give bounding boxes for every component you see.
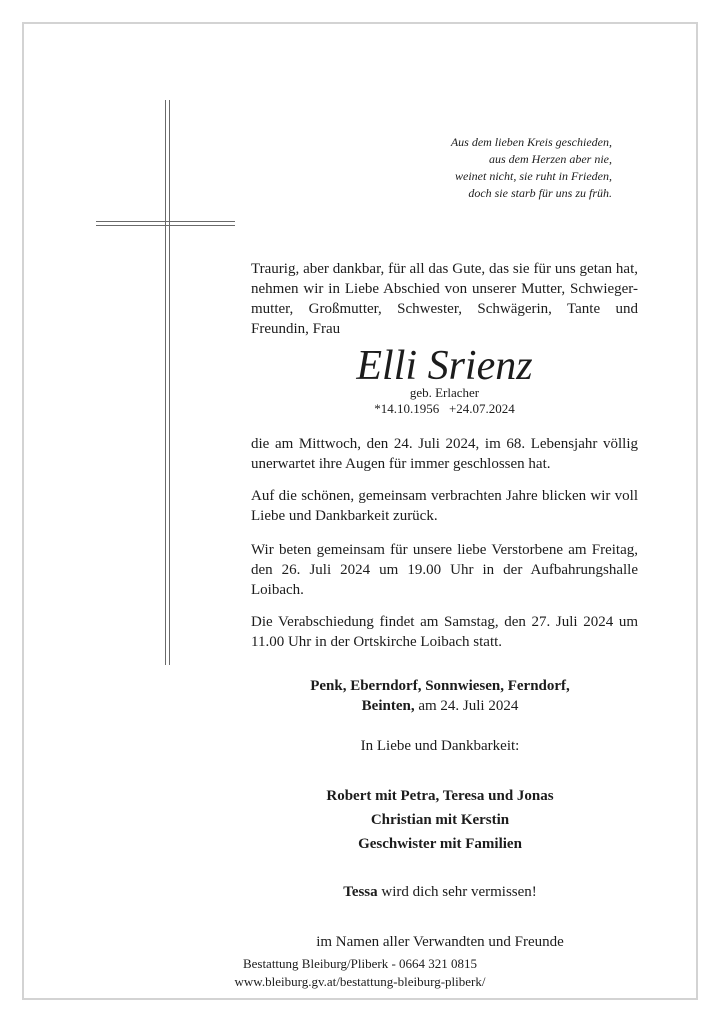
motto-line: doch sie starb für uns zu früh. bbox=[468, 186, 612, 200]
paragraph-prayer bbox=[251, 540, 638, 600]
footer-url[interactable]: www.bleiburg.gv.at/bestattung-bleiburg-pliberk/ bbox=[234, 974, 486, 989]
paragraph-memories bbox=[251, 486, 638, 526]
life-dates: *14.10.1956 +24.07.2024 bbox=[374, 401, 515, 416]
tessa-name: Tessa bbox=[343, 884, 378, 900]
birth-name: geb. Erlacher bbox=[409, 385, 480, 400]
paragraph-text: Auf die schönen, gemeinsam verbrachten Jahre blicken wir voll Liebe und Dankbarkeit zurück. bbox=[251, 488, 638, 524]
motto-line: aus dem Herzen aber nie, bbox=[489, 152, 612, 166]
deceased-name: Elli Srienz bbox=[356, 343, 533, 389]
place-line-1: Penk, Eberndorf, Sonnwiesen, Ferndorf, bbox=[310, 678, 570, 694]
signatory: Christian mit Kerstin bbox=[370, 812, 510, 828]
paragraph-death bbox=[251, 434, 638, 474]
tessa-line bbox=[240, 882, 640, 902]
motto-poem bbox=[372, 134, 612, 202]
paragraph-text: Wir beten gemeinsam für unsere liebe Verstorbene am Freitag, den 26. Juli 2024 um 19.00 Uhr in der Aufbahrungshalle Loibach. bbox=[251, 542, 638, 598]
intro-text: Traurig, aber dankbar, für all das Gute, das sie für uns getan hat, nehmen wir in Liebe Abschied von unserer Mutter, Schwieger-mutter, Großmutter, Schwester, Schwägerin, Tante und Freundin, Frau bbox=[251, 261, 638, 337]
place-date: am 24. Juli 2024 bbox=[414, 698, 519, 714]
paragraph-text: die am Mittwoch, den 24. Juli 2024, im 68. Lebensjahr völlig unerwartet ihre Augen für immer geschlossen hat. bbox=[251, 436, 638, 472]
signatory: Robert mit Petra, Teresa und Jonas bbox=[326, 788, 554, 804]
relatives-line: im Namen aller Verwandten und Freunde bbox=[316, 934, 564, 950]
signatory: Geschwister mit Familien bbox=[358, 836, 522, 852]
place-bold: Beinten, bbox=[361, 698, 415, 714]
paragraph-text: Die Verabschiedung findet am Samstag, den 27. Juli 2024 um 11.00 Uhr in der Ortskirche Loibach statt. bbox=[251, 614, 638, 650]
footer-contact: Bestattung Bleiburg/Pliberk - 0664 321 0815 bbox=[242, 956, 478, 971]
place-line-2 bbox=[240, 696, 640, 716]
closing-line: In Liebe und Dankbarkeit: bbox=[360, 738, 520, 754]
intro-block bbox=[251, 259, 638, 339]
paragraph-farewell bbox=[251, 612, 638, 652]
tessa-text: wird dich sehr vermissen! bbox=[377, 884, 537, 900]
motto-line: Aus dem lieben Kreis geschieden, bbox=[450, 135, 612, 149]
motto-line: weinet nicht, sie ruht in Frieden, bbox=[455, 169, 612, 183]
